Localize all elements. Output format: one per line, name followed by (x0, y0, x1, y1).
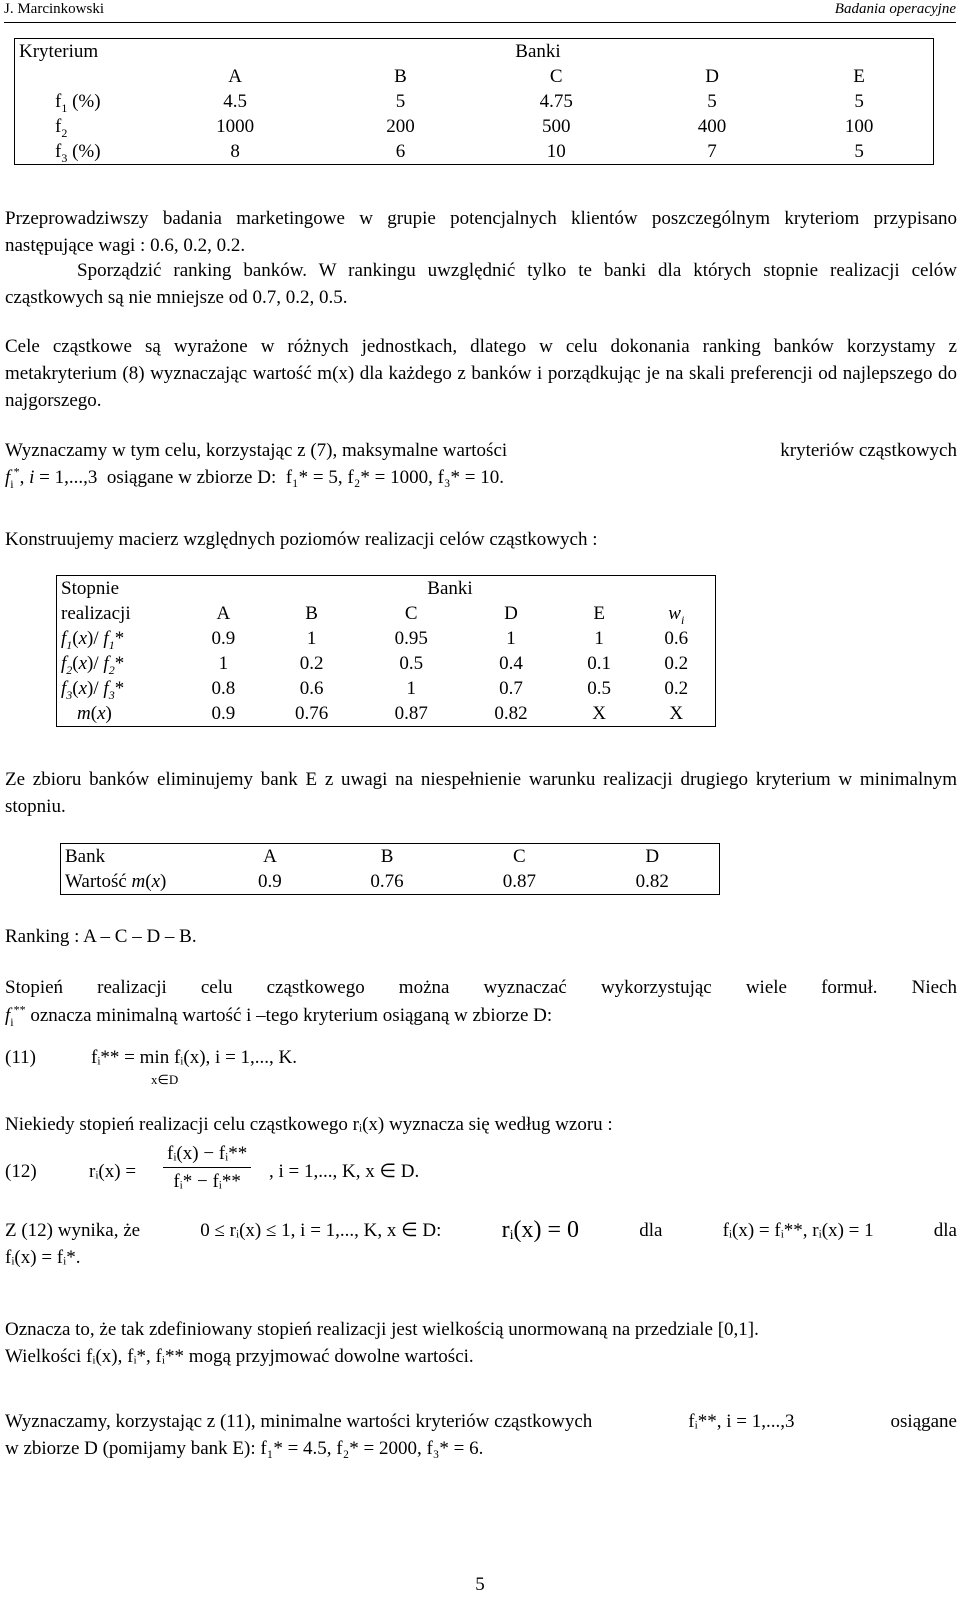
table2-header-levels: Stopnie (61, 578, 120, 599)
page-number: 5 (475, 1574, 485, 1595)
table-cell: 0.5 (399, 653, 424, 674)
max-values-formula: $f_i^*$, i = 1,...,3 osiągane w zbiorze D: f₁* = 5, f₂* = 1000, f₃* = 10. (5, 464, 504, 491)
table-cell: 1 (594, 628, 604, 649)
table-cell: 0.5 (587, 678, 612, 699)
paragraph-method: Cele cząstkowe są wyrażone w różnych jednostkach, dlatego w celu dokonania ranking banków korzystamy z metakryterium (8) wyznaczając wartość m(x) dla każdego z banków i porządkując je na skali preferencji od najlepszego do najgorszego. (5, 336, 957, 411)
bank-value-table (60, 843, 720, 895)
table-row (15, 139, 934, 165)
fraction-denominator: fᵢ* − fᵢ** (173, 1171, 241, 1192)
table-cell: 0.6 (664, 628, 689, 649)
fraction-numerator: fᵢ(x) − fᵢ** (163, 1140, 251, 1168)
relative-levels-table (56, 575, 716, 727)
table-cell: 0.9 (211, 703, 236, 724)
table-cell: 1 (506, 628, 516, 649)
table-cell: 0.9 (258, 871, 282, 892)
table-cell: C (513, 846, 526, 867)
table-cell: 200 (386, 116, 415, 137)
table1-header-criterion: Kryterium (19, 41, 99, 62)
table1-columns-row (15, 64, 934, 89)
header-author: J. Marcinkowski (4, 1, 104, 17)
paragraph-matrix-intro: Konstruujemy macierz względnych poziomów realizacji celów cząstkowych : (5, 529, 598, 550)
table-cell: D (645, 846, 660, 867)
table-cell: 0.2 (664, 678, 689, 699)
table-cell: 0.7 (499, 678, 523, 699)
ranking-line: Ranking : A – C – D – B. (5, 926, 197, 947)
equation-11 (5, 1044, 957, 1087)
table-cell: 400 (697, 116, 727, 137)
row-label: $f_1(x)/$ $f_1*$ (61, 628, 125, 652)
bank-criteria-table (14, 38, 934, 165)
table2-col: C (404, 603, 418, 624)
table-cell: 1 (306, 628, 317, 649)
table-cell: 0.76 (370, 871, 404, 892)
paragraph-bounds: Z (12) wynika, że 0 ≤ rᵢ(x) ≤ 1, i = 1,..., K, x ∈ D: rᵢ(x) = 0 dla fᵢ(x) = fᵢ**, rᵢ(x) = 1 dla fᵢ(x) = fᵢ*. (5, 1217, 957, 1268)
table-cell: 0.8 (211, 678, 236, 699)
table-cell: 5 (395, 91, 406, 112)
table-cell: 0.9 (211, 628, 236, 649)
table2-col: E (593, 603, 605, 624)
equation-12 (5, 1140, 957, 1202)
max-values-text: Wyznaczamy w tym celu, korzystając z (7), maksymalne wartości (5, 440, 508, 461)
equation-number: (11) (5, 1047, 36, 1068)
table1-col: D (705, 66, 719, 87)
table2-col-weight: $w_i$ (668, 603, 685, 627)
table-cell: 1 (406, 678, 417, 699)
paragraph-max-values (5, 437, 957, 491)
paragraph-weights: Przeprowadziwszy badania marketingowe w grupie potencjalnych klientów poszczególnym kryteriom przypisano następujące wagi : 0.6, 0.2, 0.2. (5, 208, 957, 256)
paragraph-min-values: Wyznaczamy, korzystając z (11), minimalne wartości kryteriów cząstkowych fᵢ**, i = 1,...,3 osiągane w zbiorze D (pomijamy bank E): f₁* = 4.5, f₂* = 2000, f₃* = 6. (5, 1411, 957, 1459)
table-cell: 0.82 (494, 703, 528, 724)
table-cell: 0.76 (294, 703, 329, 724)
paragraph-ratio-def: Niekiedy stopień realizacji celu cząstkowego rᵢ(x) wyznacza się według wzoru : (5, 1114, 613, 1135)
row-label: Bank (65, 846, 106, 867)
page-header (4, 0, 956, 23)
row-label: $f_3(x)/$ $f_3*$ (61, 678, 125, 702)
table-row (61, 869, 720, 895)
table-cell: 5 (854, 141, 864, 162)
equation-lhs: rᵢ(x) = (89, 1161, 137, 1182)
table-row (57, 651, 716, 676)
table-cell: 7 (707, 141, 717, 162)
table-cell: 0.95 (394, 628, 428, 649)
table-cell: B (380, 846, 394, 867)
table-row (57, 701, 716, 727)
table-row (15, 114, 934, 139)
equation-number: (12) (5, 1161, 37, 1182)
table1-col: E (853, 66, 865, 87)
table-cell: 0.87 (502, 871, 536, 892)
table-cell: 1 (218, 653, 229, 674)
table-cell: 1000 (216, 116, 255, 137)
equation-fraction (163, 1140, 251, 1195)
table-cell: 0.82 (635, 871, 669, 892)
table1-col: B (394, 66, 407, 87)
paragraph-task: Sporządzić ranking banków. W rankingu uwzględnić tylko te banki dla których stopnie realizacji celów cząstkowych są nie mniejsze od 0.7, 0.2, 0.5. (5, 260, 957, 308)
table-row (61, 844, 720, 870)
table1-col: A (228, 66, 243, 87)
table-cell: X (669, 703, 684, 724)
paragraph-normalized: Oznacza to, że tak zdefiniowany stopień realizacji jest wielkością unormowaną na przedziale [0,1]. Wielkości fᵢ(x), fᵢ*, fᵢ** mogą przyjmować dowolne wartości. (5, 1319, 759, 1367)
table-cell: 0.2 (664, 653, 689, 674)
table-cell: 5 (707, 91, 717, 112)
table-cell: 4.5 (223, 91, 248, 112)
table-cell: 4.75 (539, 91, 573, 112)
row-label: Wartość m(x) (65, 871, 167, 892)
equation-body: fᵢ** = min fᵢ(x), i = 1,..., K. (91, 1047, 298, 1068)
table1-col: C (549, 66, 563, 87)
paragraph-formulas: Stopień realizacji celu cząstkowego można wyznaczać wykorzystując wiele formuł. Niech (5, 977, 957, 998)
table-cell: 0.6 (299, 678, 324, 699)
table2-col: D (504, 603, 518, 624)
equation-tail: , i = 1,..., K, x ∈ D. (269, 1161, 420, 1182)
table-cell: 0.2 (299, 653, 324, 674)
table-cell: 8 (230, 141, 240, 162)
header-title: Badania operacyjne (834, 1, 956, 17)
table-cell: X (592, 703, 607, 724)
table-cell: A (263, 846, 277, 867)
table-cell: 100 (844, 116, 874, 137)
paragraph-min-def: $f_i^{**}$ oznacza minimalną wartość i –tego kryterium osiąganą w zbiorze D: (5, 1002, 553, 1029)
row-label: $f_3$ (%) (55, 141, 101, 165)
table-row (57, 626, 716, 651)
paragraph-eliminate: Ze zbioru banków eliminujemy bank E z uwagi na niespełnienie warunku realizacji drugiego kryterium w minimalnym stopniu. (5, 769, 957, 817)
row-label: $f_1$ (%) (55, 91, 101, 115)
row-label: m(x) (77, 703, 112, 724)
table2-header-realization: realizacji (61, 603, 131, 624)
table-cell: 6 (395, 141, 406, 162)
table-cell: 500 (542, 116, 571, 137)
row-label: $f_2$ (55, 116, 68, 140)
table-row (57, 676, 716, 701)
table2-header-banks: Banki (427, 578, 473, 599)
table-cell: 0.87 (394, 703, 428, 724)
table2-col: A (216, 603, 231, 624)
table-row (15, 89, 934, 114)
table-cell: 10 (546, 141, 566, 162)
table-cell: 0.1 (587, 653, 612, 674)
equation-subscript: x∈D (151, 1072, 179, 1087)
table-cell: 5 (854, 91, 864, 112)
table2-col: B (305, 603, 318, 624)
row-label: $f_2(x)/$ $f_2*$ (61, 653, 125, 677)
table1-header-banks: Banki (515, 41, 561, 62)
table-cell: 0.4 (499, 653, 523, 674)
max-values-text-2: kryteriów cząstkowych (780, 440, 957, 461)
